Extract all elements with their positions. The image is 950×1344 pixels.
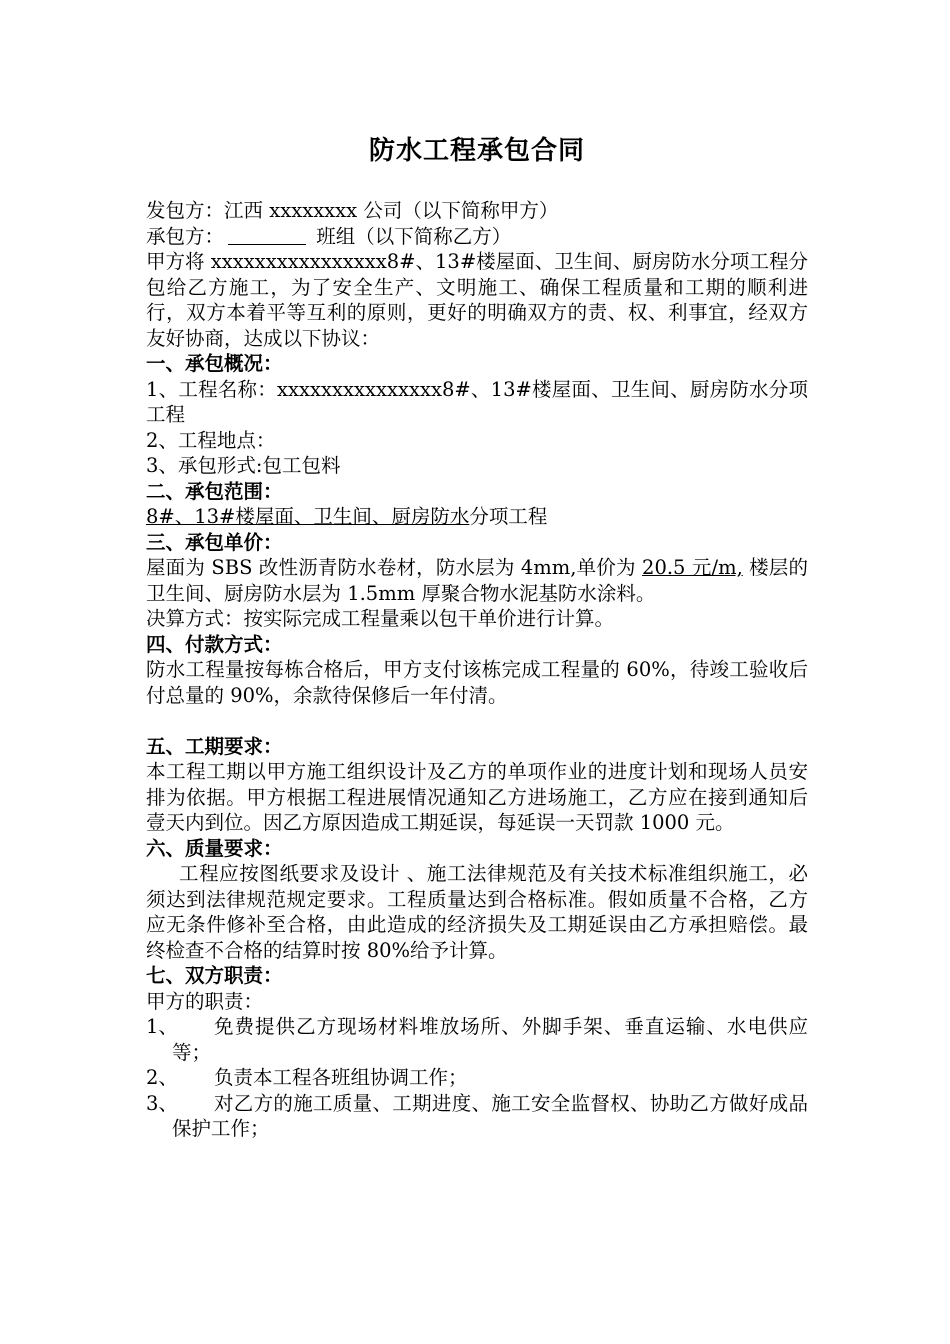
duty-item	[146, 1014, 808, 1065]
duty-item-number: 3、	[146, 1091, 178, 1115]
section-heading-scope: 二、承包范围：	[146, 479, 283, 503]
party-a-line: 发包方：江西 xxxxxxxx 公司（以下简称甲方）	[146, 199, 559, 222]
scope-line	[146, 504, 808, 530]
payment-paragraph: 防水工程量按每栋合格后，甲方支付该栋完成工程量的 60%，待竣工验收后付总量的 90%，余款待保修后一年付清。	[146, 658, 808, 707]
price-paragraph	[146, 555, 808, 606]
quality-paragraph: 工程应按图纸要求及设计 、施工法律规范及有关技术标准组织施工，必须达到法律规范规定要求。工程质量达到合格标准。假如质量不合格，乙方应无条件修补至合格，由此造成的经济损失及工期延误由乙方承担赔偿。最终检查不合格的结算时按 80%给予计算。	[146, 862, 808, 962]
section-heading-duties: 七、双方职责：	[146, 964, 283, 987]
price-text-a: 屋面为 SBS 改性沥青防水卷材，防水层为 4mm,单价为	[146, 556, 643, 579]
duty-item-text: 负责本工程各班组协调工作；	[214, 1066, 468, 1089]
section-heading-quality: 六、质量要求：	[146, 836, 283, 860]
party-b-line	[146, 224, 808, 250]
overview-item-location: 2、工程地点：	[146, 428, 276, 452]
overview-item-form: 3、承包形式:包工包料	[146, 454, 341, 477]
spacer	[146, 708, 808, 734]
scope-rest: 分项工程	[469, 505, 548, 528]
section-heading-schedule: 五、工期要求：	[146, 734, 283, 758]
duty-item-text: 免费提供乙方现场材料堆放场所、外脚手架、垂直运输、水电供应等；	[172, 1015, 808, 1064]
party-a-duties-label: 甲方的职责：	[146, 989, 264, 1013]
party-b-blank-field	[228, 226, 306, 245]
party-b-suffix: 班组（以下简称乙方）	[310, 224, 512, 248]
schedule-paragraph: 本工程工期以甲方施工组织设计及乙方的单项作业的进度计划和现场人员安排为依据。甲方根据工程进展情况通知乙方进场施工，乙方应在接到通知后壹天内到位。因乙方原因造成工期延误，每延误一天罚款 1000 元。	[146, 760, 808, 834]
contract-body	[146, 198, 808, 1142]
price-text-b: 楼层的卫生间、厨房防水层为 1.5mm 厚聚合物水泥基防水涂料。	[146, 556, 808, 605]
price-underlined: 20.5 元/m,	[642, 556, 743, 579]
duty-item-text: 对乙方的施工质量、工期进度、施工安全监督权、协助乙方做好成品保护工作；	[172, 1091, 808, 1140]
section-heading-overview: 一、承包概况：	[146, 352, 283, 375]
scope-underlined: 8#、13#楼屋面、卫生间、厨房防水	[146, 505, 470, 528]
page-title: 防水工程承包合同	[368, 136, 585, 166]
party-b-prefix: 承包方：	[146, 224, 225, 248]
intro-paragraph: 甲方将 xxxxxxxxxxxxxxxx8#、13#楼屋面、卫生间、厨房防水分项工程分包给乙方施工，为了安全生产、文明施工、确保工程质量和工期的顺利进行，双方本着平等互利的原则，更好的明确双方的责、权、利事宜，经双方友好协商，达成以下协议：	[146, 250, 808, 350]
overview-item-name: 1、工程名称：xxxxxxxxxxxxxxx8#、13#楼屋面、卫生间、厨房防水分项工程	[146, 377, 808, 426]
settlement-line: 决算方式：按实际完成工程量乘以包干单价进行计算。	[146, 607, 615, 630]
section-heading-price: 三、承包单价：	[146, 530, 283, 554]
section-heading-payment: 四、付款方式：	[146, 632, 283, 656]
duty-item	[146, 1065, 808, 1091]
duty-item-number: 1、	[146, 1015, 178, 1038]
duty-item-number: 2、	[146, 1066, 178, 1089]
duty-item	[146, 1091, 808, 1142]
